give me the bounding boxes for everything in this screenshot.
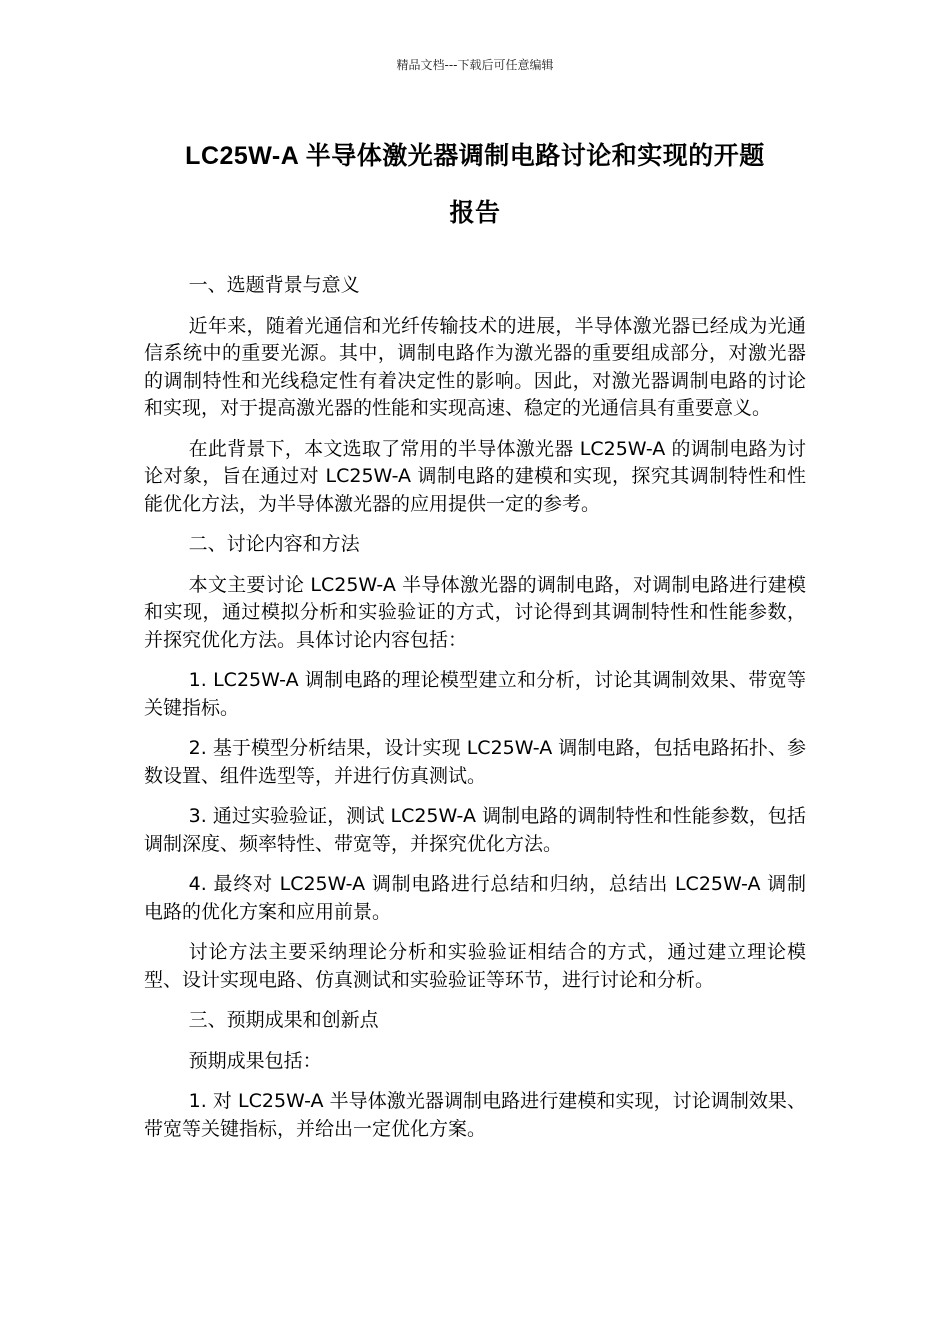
document-title-line-1: LC25W-A 半导体激光器调制电路讨论和实现的开题 bbox=[185, 142, 765, 170]
section-heading-outcomes: 三、预期成果和创新点 bbox=[188, 1009, 379, 1031]
paragraph-content-intro: 本文主要讨论 LC25W-A 半导体激光器的调制电路，对调制电路进行建模和实现，通过模拟分析和实验验证的方式，讨论得到其调制特性和性能参数，并探究优化方法。具体讨论内容包括： bbox=[144, 573, 806, 651]
list-item-3: 3. 通过实验验证，测试 LC25W-A 调制电路的调制特性和性能参数，包括调制深度、频率特性、带宽等，并探究优化方法。 bbox=[144, 805, 806, 855]
document-body bbox=[144, 272, 806, 1156]
document-title-line-2: 报告 bbox=[449, 199, 501, 227]
paragraph-context: 在此背景下，本文选取了常用的半导体激光器 LC25W-A 的调制电路为讨论对象，旨在通过对 LC25W-A 调制电路的建模和实现，探究其调制特性和性能优化方法，为半导体激光器的应用提供一定的参考。 bbox=[144, 437, 806, 515]
paragraph-background: 近年来，随着光通信和光纤传输技术的进展，半导体激光器已经成为光通信系统中的重要光源。其中，调制电路作为激光器的重要组成部分，对激光器的调制特性和光线稳定性有着决定性的影响。因此，对激光器调制电路的讨论和实现，对于提高激光器的性能和实现高速、稳定的光通信具有重要意义。 bbox=[144, 314, 806, 419]
list-item-2: 2. 基于模型分析结果，设计实现 LC25W-A 调制电路，包括电路拓扑、参数设置、组件选型等，并进行仿真测试。 bbox=[144, 737, 806, 787]
list-item-4: 4. 最终对 LC25W-A 调制电路进行总结和归纳，总结出 LC25W-A 调制电路的优化方案和应用前景。 bbox=[144, 873, 806, 923]
section-heading-background: 一、选题背景与意义 bbox=[188, 274, 360, 296]
list-item-1: 1. LC25W-A 调制电路的理论模型建立和分析，讨论其调制效果、带宽等关键指标。 bbox=[144, 669, 806, 719]
header-note: 精品文档---下载后可任意编辑 bbox=[396, 58, 554, 72]
paragraph-method: 讨论方法主要采纳理论分析和实验验证相结合的方式，通过建立理论模型、设计实现电路、仿真测试和实验验证等环节，进行讨论和分析。 bbox=[144, 941, 806, 991]
section-heading-content-method: 二、讨论内容和方法 bbox=[188, 533, 360, 555]
paragraph-outcomes-intro: 预期成果包括： bbox=[188, 1049, 322, 1072]
outcome-item-1: 1. 对 LC25W-A 半导体激光器调制电路进行建模和实现，讨论调制效果、带宽等关键指标，并给出一定优化方案。 bbox=[144, 1090, 806, 1140]
